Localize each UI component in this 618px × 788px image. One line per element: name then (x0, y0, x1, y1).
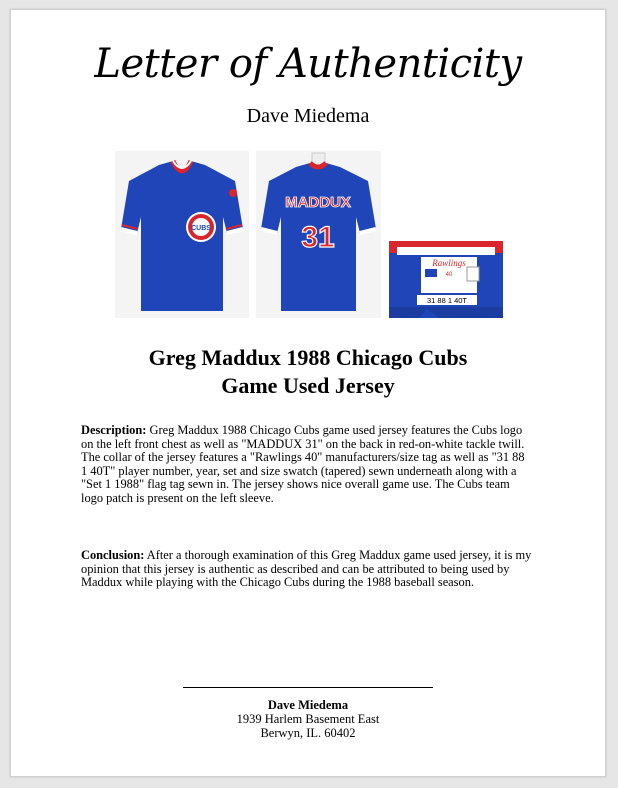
item-title-line-1: Greg Maddux 1988 Chicago Cubs (148, 345, 468, 370)
conclusion-paragraph (81, 549, 533, 590)
description-text: Greg Maddux 1988 Chicago Cubs game used jersey features the Cubs logo on the left front chest as well as "MADDUX 31" on the back in red-on-white tackle twill. The collar of the jersey features a "Rawlings 40" manufacturers/size tag as well as "31 88 1 40T" player number, year, set and size swatch (tapered) sewn underneath along with a "Set 1 1988" flag tag sewn in. The jersey shows nice overall game use. The Cubs team logo patch is present on the left sleeve. (81, 423, 525, 505)
back-number-text: 31 (301, 221, 335, 254)
signature-line (183, 687, 433, 688)
signature-name: Dave Miedema (267, 698, 349, 712)
conclusion-text: After a thorough examination of this Greg Maddux game used jersey, it is my opinion that this jersey is authentic as described and can be attributed to being used by Maddux while playing with the Chicago Cubs during the 1988 baseball season. (81, 548, 532, 590)
tag-size-text: 40 (445, 272, 453, 278)
conclusion-label: Conclusion: (81, 548, 145, 562)
cubs-logo-text: CUBS (191, 225, 211, 232)
jersey-front-image (115, 151, 249, 318)
jersey-back-photo (256, 151, 381, 318)
authenticator-name: Dave Miedema (246, 105, 370, 127)
description-paragraph (81, 424, 533, 506)
tag-swatch-text: 31 88 1 40T (426, 296, 468, 305)
item-title-line-2: Game Used Jersey (221, 373, 395, 398)
tag-brand-text: Rawlings (432, 258, 466, 268)
collar-tag-image (389, 241, 503, 318)
jersey-front-photo (115, 151, 249, 318)
back-name-text: MADDUX (285, 194, 351, 211)
signature-address-line-2: Berwyn, IL. 60402 (260, 726, 356, 740)
collar-tag-photo (389, 241, 503, 318)
letter-title: Letter of Authenticity (94, 41, 522, 87)
item-title (71, 344, 545, 400)
letter-page (10, 9, 606, 777)
signature-address-line-1: 1939 Harlem Basement East (236, 712, 380, 726)
jersey-back-image (256, 151, 381, 318)
description-label: Description: (81, 423, 147, 437)
